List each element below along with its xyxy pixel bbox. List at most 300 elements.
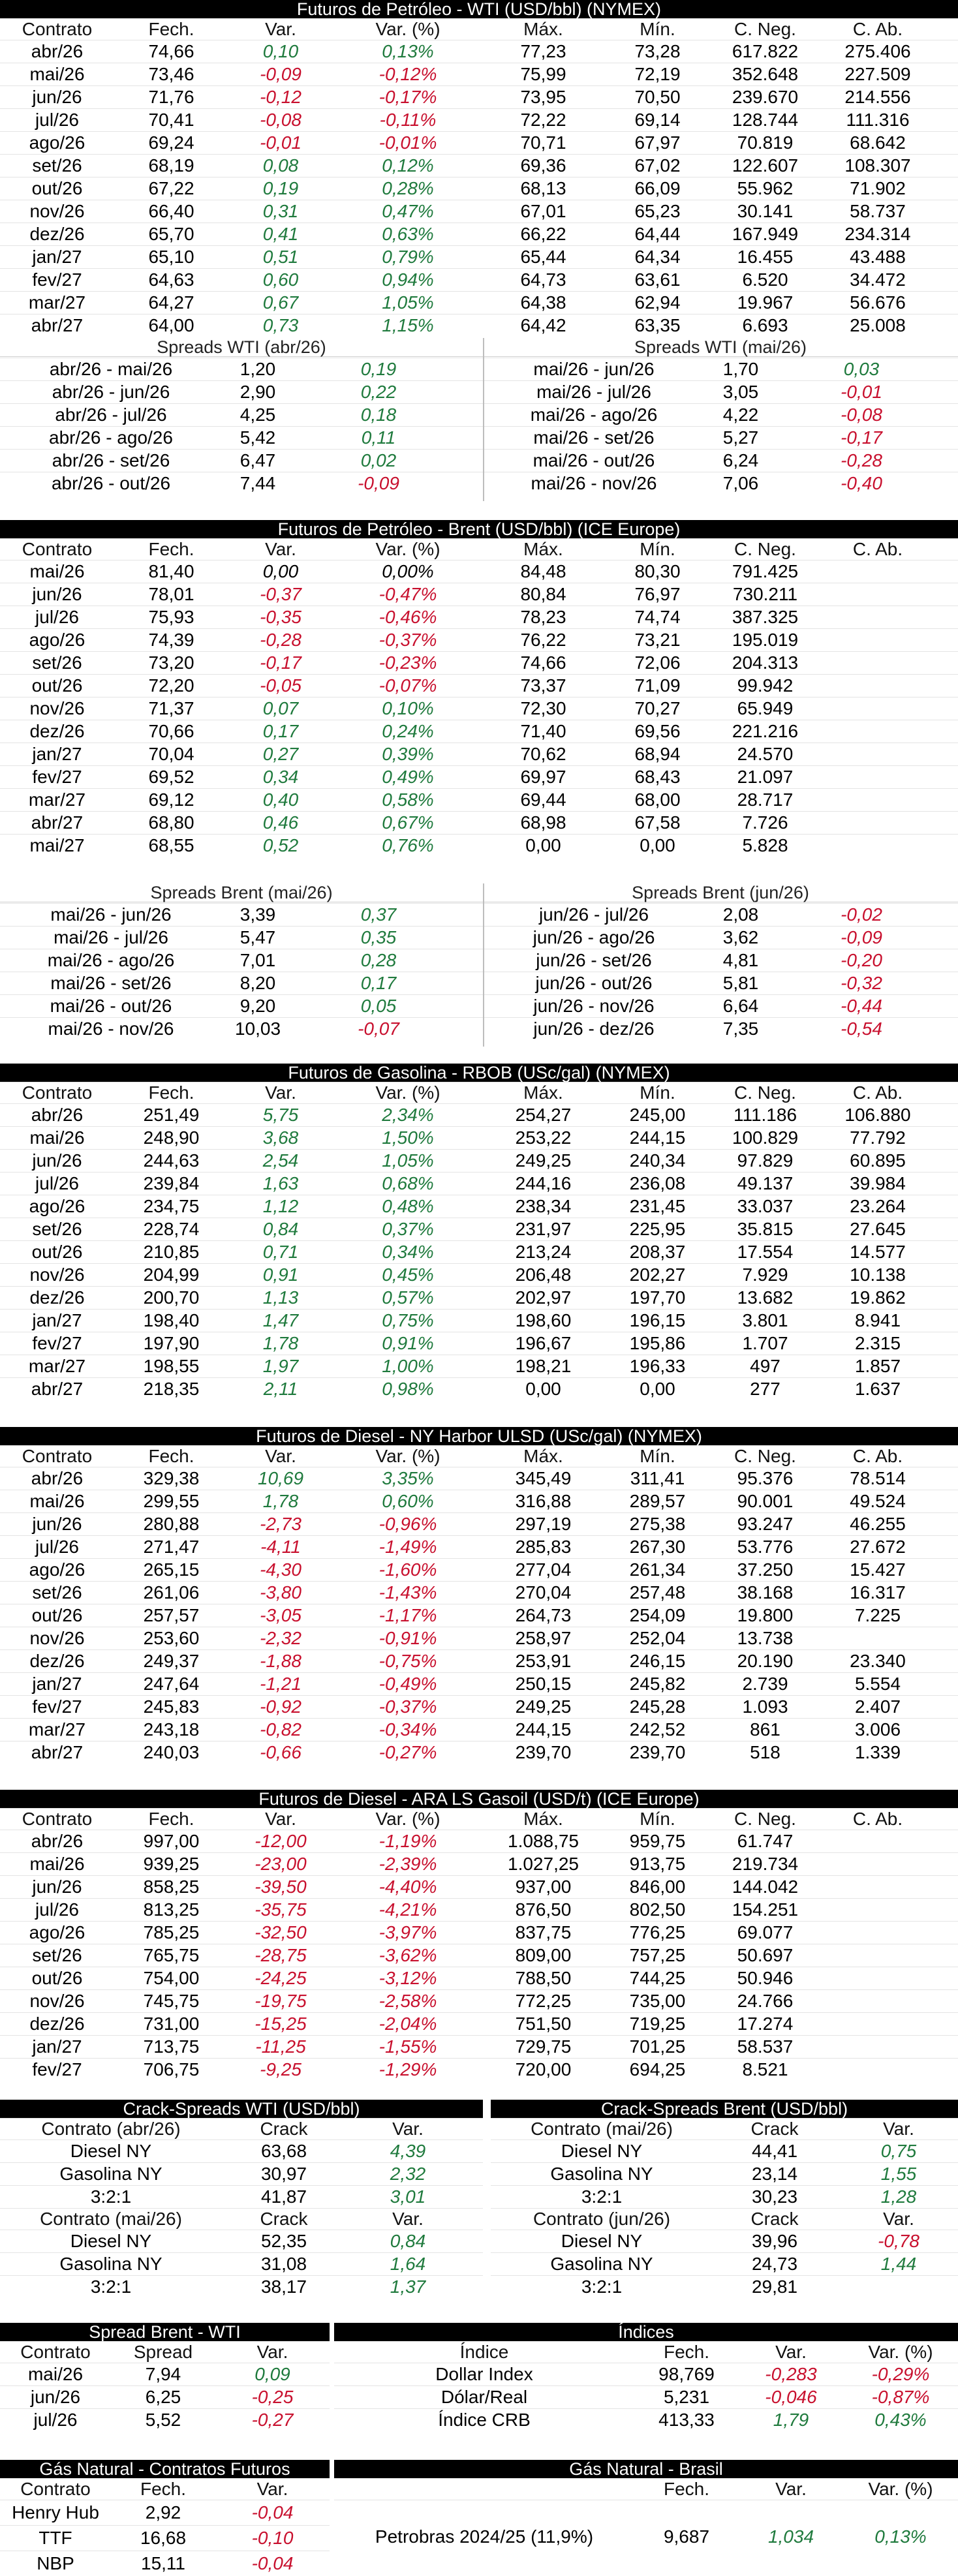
- table-cell: 0,00: [525, 1379, 561, 1399]
- column-header: Contrato: [22, 1082, 93, 1103]
- table-row: [0, 1286, 958, 1309]
- spread-value: 1,70: [722, 359, 759, 379]
- column-header: Var.: [883, 2119, 914, 2139]
- table-cell: 23,14: [751, 2164, 798, 2184]
- table-row: [0, 2385, 330, 2408]
- spread-row: [0, 358, 483, 380]
- table-cell: 345,49: [515, 1468, 572, 1488]
- table-cell: abr/27: [31, 1742, 84, 1762]
- table-cell: 93.247: [737, 1514, 794, 1534]
- table-row: [0, 1718, 958, 1741]
- table-cell: mai/26: [29, 561, 85, 581]
- table-cell: 20.190: [737, 1651, 794, 1671]
- table-cell: -0,75%: [379, 1651, 437, 1671]
- table-row: [0, 154, 958, 177]
- table-cell: 225,95: [629, 1219, 686, 1239]
- table-cell: dez/26: [29, 1651, 85, 1671]
- table-cell: 221.216: [732, 721, 799, 741]
- table-cell: 2.315: [854, 1333, 901, 1353]
- spread-row: [0, 1017, 483, 1040]
- table-cell: 0,34: [262, 767, 299, 787]
- column-header: Máx.: [523, 19, 563, 39]
- spread-pair: jun/26 - nov/26: [533, 996, 655, 1016]
- table-cell: -15,25: [255, 2014, 307, 2034]
- table-cell: dez/26: [29, 224, 85, 244]
- table-cell: 802,50: [629, 1899, 686, 1920]
- spread-value: 3,05: [722, 382, 759, 402]
- table-cell: 28.717: [737, 790, 794, 810]
- table-cell: 202,97: [515, 1287, 572, 1308]
- column-header: Contrato (mai/26): [531, 2119, 673, 2139]
- table-cell: 244,15: [629, 1127, 686, 1148]
- table-cell: abr/26: [31, 1831, 84, 1851]
- spread-row: [0, 949, 483, 972]
- table-cell: mai/26: [29, 1491, 85, 1511]
- table-cell: 67,58: [634, 812, 681, 833]
- table-row: [0, 1944, 958, 1967]
- table-cell: 167.949: [732, 224, 799, 244]
- table-cell: 19.800: [737, 1605, 794, 1625]
- table-cell: 0,60%: [382, 1491, 434, 1511]
- spread-pair: mai/26 - ago/26: [47, 950, 175, 970]
- table-cell: 68,80: [148, 812, 194, 833]
- table-cell: -11,25: [255, 2036, 306, 2057]
- table-cell: 60.895: [850, 1150, 906, 1171]
- table-cell: 387.325: [732, 607, 799, 627]
- column-header: Var.: [265, 19, 296, 39]
- table-cell: 939,25: [143, 1854, 200, 1874]
- table-row: [0, 200, 958, 222]
- table-cell: -4,21%: [379, 1899, 437, 1920]
- table-cell: 497: [750, 1356, 780, 1376]
- table-cell: set/26: [32, 155, 82, 176]
- table-row: [0, 1240, 958, 1263]
- spread-change: 0,17: [360, 973, 397, 993]
- column-headers: [0, 2341, 330, 2363]
- table-cell: 80,84: [520, 584, 566, 604]
- spread-title: Spreads WTI (abr/26): [0, 338, 483, 357]
- table-cell: -0,66: [260, 1742, 301, 1762]
- table-cell: mai/26: [29, 1127, 85, 1148]
- table-row: [0, 314, 958, 337]
- column-header: C. Neg.: [734, 1809, 796, 1829]
- table-row: [0, 1921, 958, 1944]
- spread-value: 2,90: [240, 382, 276, 402]
- table-cell: 876,50: [515, 1899, 572, 1920]
- table-cell: 99.942: [737, 675, 794, 696]
- table-cell: 71,40: [520, 721, 566, 741]
- table-cell: 111.186: [733, 1105, 797, 1125]
- table-cell: 7.225: [854, 1605, 901, 1625]
- table-cell: -3,80: [260, 1582, 301, 1602]
- table-row: [0, 651, 958, 674]
- table-cell: 198,55: [143, 1356, 200, 1376]
- table-cell: Petrobras 2024/25 (11,9%): [375, 2526, 594, 2547]
- table-row: [0, 268, 958, 291]
- vertical-divider: [483, 883, 484, 1047]
- table-cell: abr/27: [31, 1379, 84, 1399]
- table-cell: set/26: [32, 1582, 82, 1602]
- table-cell: 735,00: [629, 1991, 686, 2011]
- table-row: [0, 674, 958, 697]
- table-cell: 0,13%: [382, 41, 434, 61]
- table-cell: 0,00%: [382, 561, 434, 581]
- spread-row: [483, 449, 958, 472]
- column-header: Fech.: [663, 2479, 710, 2499]
- table-cell: 38,17: [260, 2277, 307, 2297]
- spread-value: 4,22: [722, 405, 759, 425]
- table-cell: 219.734: [732, 1854, 799, 1874]
- table-row: [0, 1627, 958, 1649]
- table-row: [0, 1672, 958, 1695]
- table-cell: -1,60%: [379, 1559, 437, 1580]
- spread-pair: jun/26 - ago/26: [533, 927, 655, 947]
- table-cell: 1,63: [262, 1173, 299, 1193]
- table-cell: 13.738: [737, 1628, 794, 1648]
- table-cell: fev/27: [32, 1333, 82, 1353]
- spread-pair: mai/26 - jun/26: [50, 904, 172, 925]
- table-cell: 204.313: [732, 652, 799, 673]
- table-cell: 846,00: [629, 1877, 686, 1897]
- spread-row: [0, 972, 483, 994]
- spread-pair: mai/26 - set/26: [533, 427, 655, 448]
- table-row: [0, 1695, 958, 1718]
- table-cell: 21.097: [737, 767, 794, 787]
- table-cell: -12,00: [255, 1831, 307, 1851]
- table-cell: 95.376: [737, 1468, 794, 1488]
- table-cell: 100.829: [732, 1127, 799, 1148]
- table-cell: 71,09: [634, 675, 681, 696]
- table-row: [0, 1512, 958, 1535]
- table-cell: -0,08: [260, 110, 301, 130]
- section-title: Gás Natural - Brasil: [334, 2460, 958, 2478]
- table-cell: -0,87%: [871, 2387, 930, 2407]
- spread-row: [0, 472, 483, 495]
- indices-table: [334, 2341, 958, 2431]
- table-cell: nov/26: [29, 1265, 85, 1285]
- table-cell: 52,35: [260, 2231, 307, 2251]
- table-cell: -24,25: [255, 1968, 307, 1988]
- table-cell: 78,01: [148, 584, 194, 604]
- table-cell: 70,41: [148, 110, 194, 130]
- table-cell: 69.077: [737, 1922, 794, 1942]
- table-row: [491, 2275, 958, 2298]
- table-cell: 937,00: [515, 1877, 572, 1897]
- table-cell: 65,70: [148, 224, 194, 244]
- table-cell: 1,55: [880, 2164, 917, 2184]
- table-cell: -35,75: [255, 1899, 307, 1920]
- table-cell: 10.138: [850, 1265, 906, 1285]
- table-cell: 0,00: [640, 1379, 675, 1399]
- spread-row: [0, 403, 483, 426]
- table-cell: 858,25: [143, 1877, 200, 1897]
- table-cell: 213,24: [515, 1242, 572, 1262]
- table-cell: 0,68%: [382, 1173, 434, 1193]
- table-row: [0, 1989, 958, 2012]
- table-cell: TTF: [39, 2528, 72, 2548]
- spread-row: [483, 1017, 958, 1040]
- table-cell: 77,23: [520, 41, 566, 61]
- table-cell: 1,00%: [382, 1356, 434, 1376]
- table-row: [0, 1490, 958, 1512]
- table-cell: 0,49%: [382, 767, 434, 787]
- table-cell: -0,10: [251, 2528, 294, 2548]
- column-header: Var.: [392, 2119, 424, 2139]
- table-cell: -2,73: [260, 1514, 301, 1534]
- spread-pair: mai/26 - set/26: [50, 973, 172, 993]
- table-cell: 27.672: [850, 1537, 906, 1557]
- spread-change: 0,22: [360, 382, 397, 402]
- table-cell: 70,50: [634, 87, 681, 107]
- spread-change: -0,40: [841, 473, 882, 493]
- table-cell: 244,15: [515, 1719, 572, 1740]
- column-header: C. Ab.: [852, 539, 903, 559]
- table-cell: 23.264: [850, 1196, 906, 1216]
- table-cell: 68,55: [148, 835, 194, 855]
- table-cell: 80,30: [634, 561, 681, 581]
- column-headers: [0, 1445, 958, 1467]
- spread-row: [483, 994, 958, 1017]
- table-cell: dez/26: [29, 721, 85, 741]
- table-cell: 208,37: [629, 1242, 686, 1262]
- table-cell: abr/27: [31, 315, 84, 335]
- spread-change: 0,19: [360, 359, 397, 379]
- table-row: [0, 1741, 958, 1764]
- table-cell: 106.880: [844, 1105, 911, 1125]
- table-cell: 0,51: [262, 247, 299, 267]
- table-cell: 196,67: [515, 1333, 572, 1353]
- table-cell: 245,83: [143, 1696, 200, 1717]
- table-cell: -3,12%: [379, 1968, 437, 1988]
- section-title: Crack-Spreads Brent (USD/bbl): [491, 2100, 958, 2118]
- table-cell: 227.509: [844, 64, 911, 84]
- table-cell: dez/26: [29, 2014, 85, 2034]
- table-cell: 249,37: [143, 1651, 200, 1671]
- spread-value: 4,81: [722, 950, 759, 970]
- table-cell: -0,91%: [379, 1628, 437, 1648]
- table-cell: 0,58%: [382, 790, 434, 810]
- table-cell: 1,12: [262, 1196, 299, 1216]
- spread-bw-table: [0, 2341, 330, 2431]
- table-cell: 3,01: [390, 2186, 426, 2207]
- table-cell: 6.693: [742, 315, 788, 335]
- table-cell: -1,17%: [379, 1605, 437, 1625]
- table-cell: -0,23%: [379, 652, 437, 673]
- spread-change: -0,09: [358, 473, 399, 493]
- column-header: Spread: [133, 2342, 193, 2362]
- table-cell: mar/27: [28, 790, 86, 810]
- table-cell: 55.962: [737, 178, 794, 198]
- table-cell: Diesel NY: [70, 2231, 152, 2251]
- table-cell: 68,98: [520, 812, 566, 833]
- table-cell: 772,25: [515, 1991, 572, 2011]
- spread-row: [483, 380, 958, 403]
- table-cell: 1.088,75: [508, 1831, 579, 1851]
- column-headers: [0, 1082, 958, 1103]
- spread-value: 7,01: [240, 950, 276, 970]
- table-cell: 299,55: [143, 1491, 200, 1511]
- table-row: [0, 2162, 483, 2185]
- table-cell: 0,52: [262, 835, 299, 855]
- table-cell: 41,87: [260, 2186, 307, 2207]
- table-cell: 277,04: [515, 1559, 572, 1580]
- table-cell: 197,70: [629, 1287, 686, 1308]
- table-cell: 311,41: [630, 1468, 685, 1488]
- column-header: Crack: [260, 2119, 308, 2139]
- table-cell: 0,37%: [382, 1219, 434, 1239]
- table-cell: 25.008: [850, 315, 906, 335]
- table-cell: Diesel NY: [561, 2231, 643, 2251]
- section-title: Futuros de Gasolina - RBOB (USc/gal) (NYMEX): [0, 1064, 958, 1082]
- table-cell: 231,45: [629, 1196, 686, 1216]
- table-cell: 913,75: [629, 1854, 686, 1874]
- table-cell: 0,71: [262, 1242, 299, 1262]
- table-cell: 10,69: [257, 1468, 304, 1488]
- table-cell: -0,92: [260, 1696, 301, 1717]
- table-cell: Gasolina NY: [550, 2164, 653, 2184]
- table-cell: 204,99: [143, 1265, 200, 1285]
- column-header: Máx.: [523, 1446, 563, 1466]
- column-headers: [491, 2118, 958, 2139]
- table-cell: 257,57: [143, 1605, 200, 1625]
- table-cell: 751,50: [515, 2014, 572, 2034]
- table-cell: 277: [750, 1379, 780, 1399]
- table-cell: -0,46%: [379, 607, 437, 627]
- table-cell: 68,94: [634, 744, 681, 764]
- table-row: [0, 1558, 958, 1581]
- spread-pair: jun/26 - dez/26: [533, 1019, 655, 1039]
- table-cell: 44,41: [751, 2141, 798, 2161]
- column-header: C. Neg.: [734, 1446, 796, 1466]
- table-cell: 33.037: [737, 1196, 794, 1216]
- spread-row: [483, 949, 958, 972]
- table-cell: abr/26: [31, 1468, 84, 1488]
- table-cell: 289,57: [629, 1491, 686, 1511]
- spread-pair: mai/26 - out/26: [50, 996, 172, 1016]
- table-cell: fev/27: [32, 269, 82, 290]
- table-row: [0, 1535, 958, 1558]
- table-cell: 27.645: [850, 1219, 906, 1239]
- table-cell: 240,03: [143, 1742, 200, 1762]
- table-cell: 2,34%: [382, 1105, 434, 1125]
- column-header: Var.: [265, 539, 296, 559]
- spread-value: 6,47: [240, 450, 276, 470]
- table-cell: 198,40: [143, 1310, 200, 1330]
- table-cell: 2,32: [390, 2164, 426, 2184]
- table-cell: 144.042: [732, 1877, 799, 1897]
- table-cell: jul/26: [35, 1537, 79, 1557]
- column-header: Contrato: [22, 19, 93, 39]
- table-cell: ago/26: [29, 1922, 85, 1942]
- table-cell: 75,93: [148, 607, 194, 627]
- table-cell: 238,34: [515, 1196, 572, 1216]
- table-cell: 67,01: [520, 201, 566, 221]
- table-row: [0, 788, 958, 811]
- column-header: Fech.: [148, 1082, 194, 1103]
- table-cell: 245,82: [629, 1674, 686, 1694]
- table-cell: -0,04: [251, 2553, 294, 2573]
- table-cell: 24.570: [737, 744, 794, 764]
- table-cell: 730.211: [732, 584, 798, 604]
- table-cell: 0,84: [390, 2231, 426, 2251]
- table-cell: 251,49: [143, 1105, 200, 1125]
- spread-value: 6,24: [722, 450, 759, 470]
- table-cell: -2,58%: [379, 1991, 437, 2011]
- table-cell: -0,34%: [379, 1719, 437, 1740]
- column-headers: [334, 2478, 958, 2500]
- column-header: Crack: [750, 2119, 799, 2139]
- table-cell: 240,34: [629, 1150, 686, 1171]
- table-cell: 1,78: [262, 1491, 299, 1511]
- table-cell: ago/26: [29, 1196, 85, 1216]
- table-cell: 0,48%: [382, 1196, 434, 1216]
- table-cell: 1,50%: [382, 1127, 434, 1148]
- table-cell: 72,19: [634, 64, 681, 84]
- table-cell: 31,08: [260, 2254, 307, 2274]
- table-cell: 258,97: [515, 1628, 572, 1648]
- table-cell: 84,48: [520, 561, 566, 581]
- table-cell: 261,06: [143, 1582, 200, 1602]
- table-cell: Diesel NY: [561, 2141, 643, 2161]
- column-header: Contrato (mai/26): [40, 2209, 182, 2229]
- table-cell: fev/27: [32, 767, 82, 787]
- spread-row: [483, 426, 958, 449]
- table-cell: -0,01%: [379, 132, 437, 153]
- column-header: Mín.: [640, 1446, 675, 1466]
- table-cell: 66,40: [148, 201, 194, 221]
- table-cell: 72,06: [634, 652, 681, 673]
- table-cell: 1.857: [854, 1356, 901, 1376]
- table-cell: 0,60: [262, 269, 299, 290]
- table-cell: -0,28: [260, 630, 301, 650]
- table-cell: Henry Hub: [12, 2502, 99, 2522]
- table-cell: 30,97: [260, 2164, 307, 2184]
- table-cell: 729,75: [515, 2036, 572, 2057]
- column-headers: [334, 2341, 958, 2363]
- table-cell: 67,02: [634, 155, 681, 176]
- table-cell: jan/27: [32, 2036, 82, 2057]
- table-cell: 250,15: [515, 1674, 572, 1694]
- spread-value: 5,42: [240, 427, 276, 448]
- table-cell: 2.407: [854, 1696, 901, 1717]
- table-cell: Índice CRB: [438, 2410, 531, 2430]
- table-cell: 75,99: [520, 64, 566, 84]
- table-cell: 8.521: [742, 2059, 788, 2079]
- table-cell: -1,43%: [379, 1582, 437, 1602]
- table-cell: -19,75: [255, 1991, 307, 2011]
- table-cell: 0,91: [262, 1265, 299, 1285]
- table-cell: 265,15: [143, 1559, 200, 1580]
- column-header: Var. (%): [375, 19, 440, 39]
- table-cell: -0,283: [765, 2364, 817, 2384]
- table-cell: 0,91%: [382, 1333, 434, 1353]
- table-cell: 65,10: [148, 247, 194, 267]
- table-cell: -0,37%: [379, 630, 437, 650]
- table-cell: mai/27: [29, 835, 85, 855]
- table-cell: nov/26: [29, 698, 85, 718]
- table-cell: 0,47%: [382, 201, 434, 221]
- table-cell: 1,05%: [382, 292, 434, 313]
- table-cell: 731,00: [143, 2014, 200, 2034]
- table-cell: jun/26: [32, 87, 82, 107]
- table-cell: 64,73: [520, 269, 566, 290]
- spread-value: 3,62: [722, 927, 759, 947]
- table-cell: 744,25: [629, 1968, 686, 1988]
- gn-fut-table: [0, 2478, 330, 2576]
- table-cell: 0,75: [880, 2141, 917, 2161]
- table-cell: 70,27: [634, 698, 681, 718]
- table-row: [0, 2058, 958, 2081]
